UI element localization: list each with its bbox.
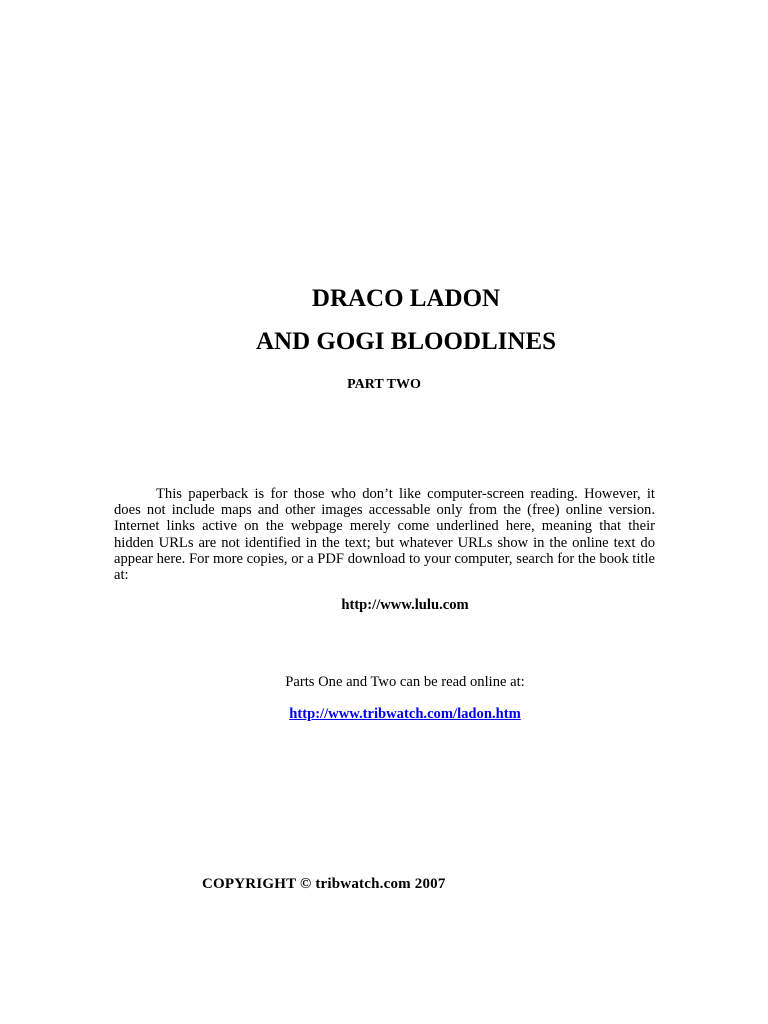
lulu-url-text: http://www.lulu.com [341, 597, 469, 613]
intro-paragraph: This paperback is for those who don’t like computer-screen reading. However, it does not include maps and other images accessable only from the (free) online version. Internet links active on the webpage merely come underlined here, meaning that their hidden URLs are not identified in the text; but whatever URLs show in the online text do appear here. For more copies, or a PDF download to your computer, search for the book title at: [114, 486, 655, 584]
subtitle [0, 376, 768, 394]
title-line-2: AND GOGI BLOODLINES [255, 328, 557, 355]
tribwatch-link-line [114, 705, 696, 723]
subtitle-text: PART TWO [347, 377, 421, 392]
online-reading-note: Parts One and Two can be read online at: [285, 674, 525, 690]
tribwatch-link[interactable]: http://www.tribwatch.com/ladon.htm [289, 706, 521, 722]
copyright-notice: COPYRIGHT © tribwatch.com 2007 [202, 876, 446, 892]
title-line-1: DRACO LADON [311, 285, 501, 312]
